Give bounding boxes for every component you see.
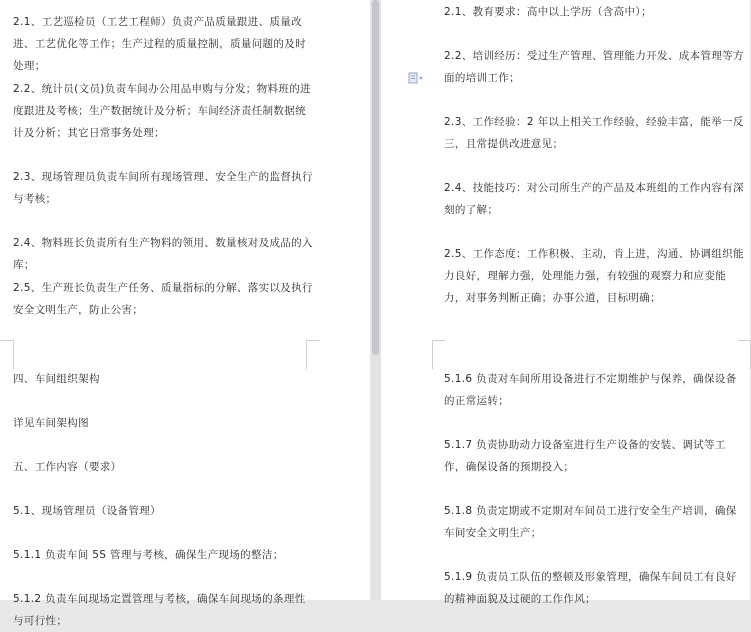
paragraph: 5.1.9 负责员工队伍的整顿及形象管理，确保车间员工有良好的精神面貌及过硬的工作作风； xyxy=(444,571,737,605)
paragraph: 详见车间架构图 xyxy=(13,417,89,429)
paragraph: 5.1.2 负责车间现场定置管理与考核，确保车间现场的条理性与可行性； xyxy=(13,593,306,627)
sub-heading: 5.1、现场管理员（设备管理） xyxy=(13,505,161,517)
page-margin-mark xyxy=(306,340,320,369)
page-margin-mark xyxy=(738,340,751,369)
scrollbar-thumb[interactable] xyxy=(372,0,379,355)
section-heading: 四、车间组织架构 xyxy=(13,373,100,385)
document-comment-icon[interactable] xyxy=(408,72,424,84)
vertical-scrollbar[interactable] xyxy=(370,0,381,600)
page-margin-mark xyxy=(432,340,445,369)
paragraph: 2.4、物料班长负责所有生产物料的领用、数量核对及成品的入库； xyxy=(13,237,313,271)
paragraph: 5.1.7 负责协助动力设备室进行生产设备的安装、调试等工作，确保设备的预期投入； xyxy=(444,439,726,473)
paragraph: 2.1、教育要求：高中以上学历（含高中）； xyxy=(444,6,652,18)
document-page-right xyxy=(381,0,750,605)
paragraph: 2.4、技能技巧：对公司所生产的产品及本班组的工作内容有深刻的了解； xyxy=(444,182,744,216)
paragraph: 5.1.6 负责对车间所用设备进行不定期维护与保养，确保设备的正常运转； xyxy=(444,373,737,407)
paragraph: 2.1、工艺巡检员（工艺工程师）负责产品质量跟进、质量改进、工艺优化等工作；生产过程的质量控制，质量问题的及时处理； xyxy=(13,16,306,72)
paragraph: 2.3、工作经验：2 年以上相关工作经验，经验丰富，能举一反三，且常提供改进意见； xyxy=(444,116,744,150)
document-page-left xyxy=(0,0,370,627)
paragraph: 2.5、工作态度：工作积极、主动，肯上进，沟通、协调组织能力良好，理解力强，处理能力强，有较强的观察力和应变能力，对事务判断正确；办事公道，目标明确； xyxy=(444,248,744,304)
section-heading: 五、工作内容（要求） xyxy=(13,461,122,473)
paragraph: 2.3、现场管理员负责车间所有现场管理、安全生产的监督执行与考核； xyxy=(13,171,313,205)
paragraph: 2.2、培训经历：受过生产管理、管理能力开发、成本管理等方面的培训工作； xyxy=(444,50,744,84)
paragraph: 2.5、生产班长负责生产任务、质量指标的分解、落实以及执行安全文明生产，防止公害； xyxy=(13,282,313,316)
page-margin-mark xyxy=(0,340,14,369)
paragraph: 2.2、统计员(文员)负责车间办公用品申购与分发；物料班的进度跟进及考核；生产数据统计及分析；车间经济责任制数据统计及分析；其它日常事务处理； xyxy=(13,83,311,139)
paragraph: 5.1.1 负责车间 5S 管理与考核，确保生产现场的整洁； xyxy=(13,549,284,561)
paragraph: 5.1.8 负责定期或不定期对车间员工进行安全生产培训，确保车间安全文明生产； xyxy=(444,505,737,539)
